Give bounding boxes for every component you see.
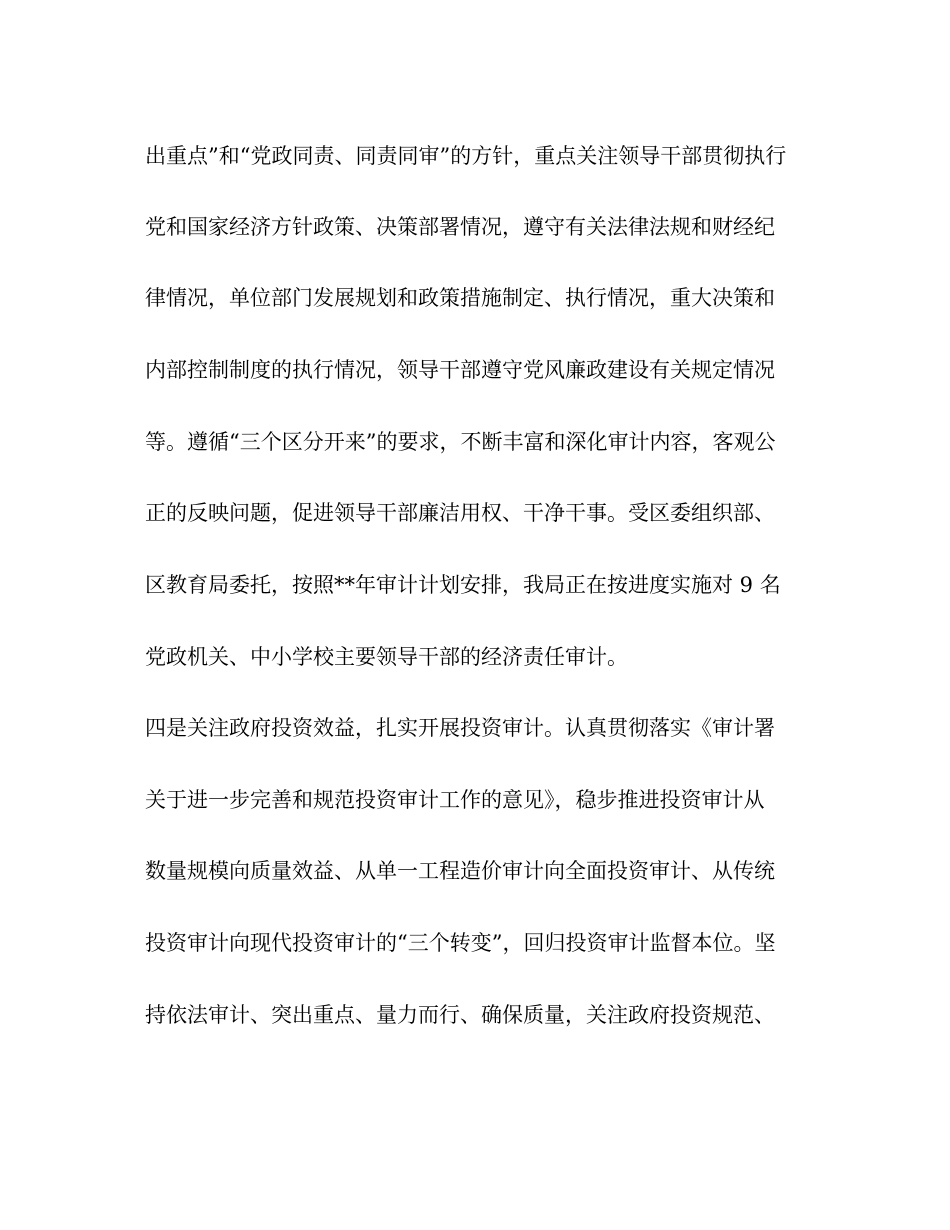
text-line: 党和国家经济方针政策、决策部署情况，遵守有关法律法规和财经纪 — [145, 215, 775, 239]
text-line: 出重点”和“党政同责、同责同审”的方针，重点关注领导干部贯彻执行 — [145, 144, 787, 168]
text-line: 等。遵循“三个区分开来”的要求，不断丰富和深化审计内容，客观公 — [145, 430, 776, 454]
text-line: 四是关注政府投资效益，扎实开展投资审计。认真贯彻落实《审计署 — [145, 716, 775, 740]
text-line: 区教育局委托，按照**年审计计划安排，我局正在按进度实施对 9 名 — [145, 573, 781, 597]
text-line: 党政机关、中小学校主要领导干部的经济责任审计。 — [145, 645, 628, 669]
text-line: 律情况，单位部门发展规划和政策措施制定、执行情况，重大决策和 — [145, 286, 775, 310]
text-line: 持依法审计、突出重点、量力而行、确保质量，关注政府投资规范、 — [145, 1003, 775, 1027]
text-line: 关于进一步完善和规范投资审计工作的意见》，稳步推进投资审计从 — [145, 788, 765, 812]
text-line: 数量规模向质量效益、从单一工程造价审计向全面投资审计、从传统 — [145, 859, 775, 883]
text-line: 投资审计向现代投资审计的“三个转变”，回归投资审计监督本位。坚 — [145, 931, 776, 955]
text-line: 内部控制制度的执行情况，领导干部遵守党风廉政建设有关规定情况 — [145, 358, 775, 382]
text-line: 正的反映问题，促进领导干部廉洁用权、干净干事。受区委组织部、 — [145, 501, 775, 525]
